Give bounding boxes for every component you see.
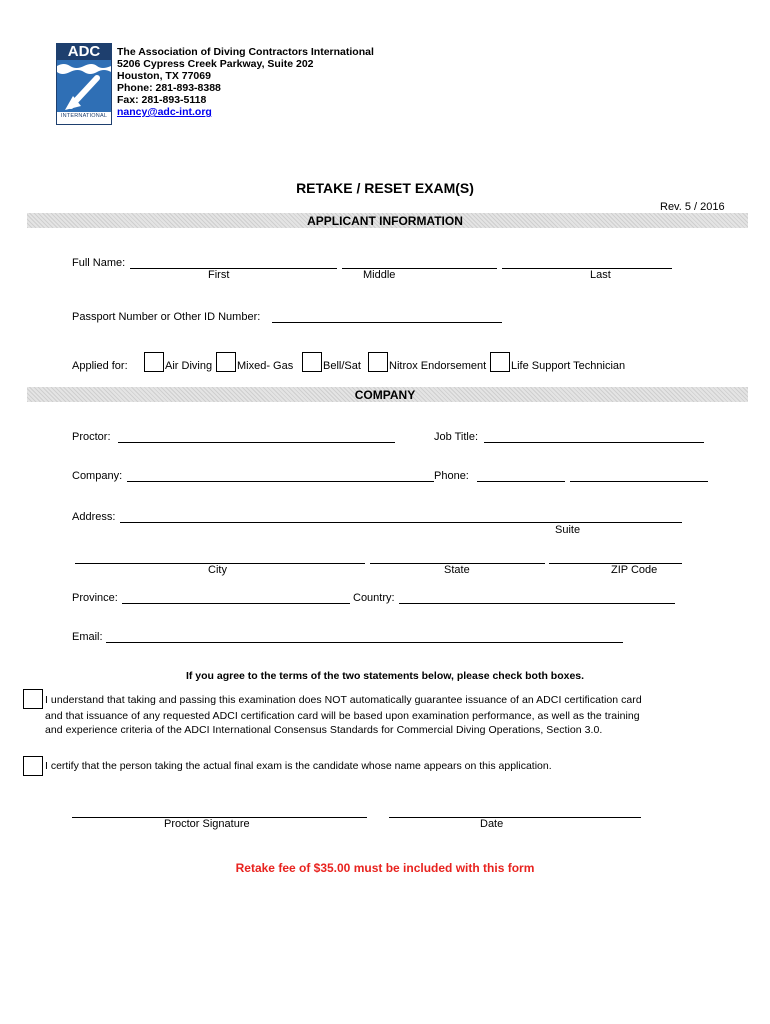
revision: Rev. 5 / 2016: [660, 201, 725, 213]
country-label: Country:: [353, 592, 395, 604]
zip-label: ZIP Code: [611, 564, 658, 576]
phone-label: Phone:: [434, 470, 469, 482]
form-title: RETAKE / RESET EXAM(S): [296, 180, 474, 196]
address-label: Address:: [72, 511, 116, 523]
life-support-label: Life Support Technician: [511, 360, 626, 372]
mixed-gas-label: Mixed- Gas: [237, 360, 294, 372]
first-label: First: [208, 269, 230, 281]
statement1-line3: and experience criteria of the ADCI International Consensus Standards for Commercial Diving Operations, Section 3.0.: [45, 724, 603, 736]
org-city: Houston, TX 77069: [117, 70, 211, 82]
passport-field[interactable]: [272, 322, 502, 323]
first-name-field[interactable]: [130, 268, 337, 269]
province-field[interactable]: [122, 603, 350, 604]
agreement-instruction: If you agree to the terms of the two statements below, please check both boxes.: [185, 670, 585, 682]
logo-text: ADC: [57, 44, 111, 60]
province-label: Province:: [72, 592, 118, 604]
org-address: 5206 Cypress Creek Parkway, Suite 202: [117, 58, 314, 70]
last-name-field[interactable]: [502, 268, 672, 269]
org-fax: Fax: 281-893-5118: [117, 94, 207, 106]
applicant-section-title: APPLICANT INFORMATION: [307, 214, 463, 228]
company-label: Company:: [72, 470, 123, 482]
city-label: City: [208, 564, 227, 576]
full-name-label: Full Name:: [72, 257, 126, 269]
logo-subtext: INTERNATIONAL: [60, 113, 108, 119]
suite-label: Suite: [555, 524, 581, 536]
job-title-label: Job Title:: [434, 431, 479, 443]
job-title-field[interactable]: [484, 442, 704, 443]
passport-label: Passport Number or Other ID Number:: [72, 311, 261, 323]
life-support-checkbox[interactable]: [490, 352, 510, 372]
org-phone: Phone: 281-893-8388: [117, 82, 221, 94]
proctor-signature-label: Proctor Signature: [164, 818, 250, 830]
phone-area-field[interactable]: [477, 481, 565, 482]
date-label: Date: [480, 818, 504, 830]
state-label: State: [444, 564, 470, 576]
address-field[interactable]: [120, 522, 682, 523]
statement1-checkbox[interactable]: [23, 689, 43, 709]
org-name: The Association of Diving Contractors International: [117, 46, 374, 58]
nitrox-label: Nitrox Endorsement: [389, 360, 487, 372]
phone-number-field[interactable]: [570, 481, 708, 482]
company-section-title: COMPANY: [354, 388, 416, 402]
bell-sat-label: Bell/Sat: [323, 360, 361, 372]
mixed-gas-checkbox[interactable]: [216, 352, 236, 372]
country-field[interactable]: [399, 603, 675, 604]
last-label: Last: [590, 269, 611, 281]
air-diving-checkbox[interactable]: [144, 352, 164, 372]
date-field[interactable]: [389, 817, 641, 818]
middle-label: Middle: [363, 269, 396, 281]
email-label: Email:: [72, 631, 103, 643]
applied-for-label: Applied for:: [72, 360, 128, 372]
fee-notice: Retake fee of $35.00 must be included with this form: [235, 861, 535, 875]
email-field[interactable]: [106, 642, 623, 643]
proctor-field[interactable]: [118, 442, 395, 443]
air-diving-label: Air Diving: [165, 360, 213, 372]
statement1-line2: and that issuance of any requested ADCI certification card will be based upon examination performance, as well as the training: [45, 710, 640, 722]
nitrox-checkbox[interactable]: [368, 352, 388, 372]
statement2-checkbox[interactable]: [23, 756, 43, 776]
statement2-text: I certify that the person taking the actual final exam is the candidate whose name appears on this application.: [45, 760, 552, 772]
statement1-line1: I understand that taking and passing this examination does NOT automatically guarantee issuance of an ADCI certification card: [45, 694, 642, 706]
logo-wave-icon: [57, 60, 111, 112]
proctor-label: Proctor:: [72, 431, 111, 443]
org-email-link[interactable]: nancy@adc-int.org: [117, 106, 212, 118]
bell-sat-checkbox[interactable]: [302, 352, 322, 372]
company-field[interactable]: [127, 481, 434, 482]
adc-logo: [56, 43, 112, 125]
